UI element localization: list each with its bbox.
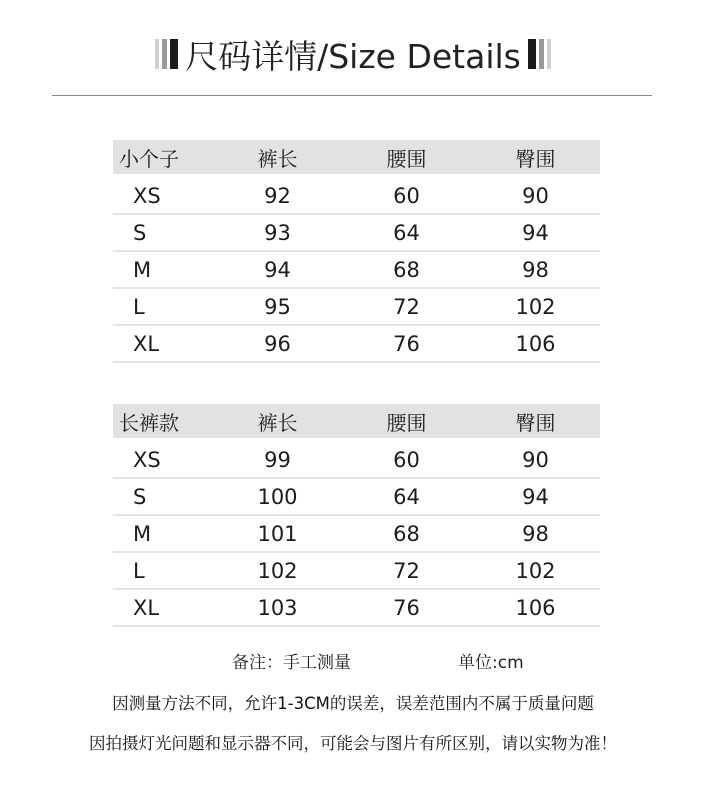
table-row	[113, 590, 600, 627]
table-row	[113, 326, 600, 363]
size-cell: S	[133, 484, 147, 509]
value-cell: 68	[393, 257, 420, 282]
measurement-note	[0, 648, 706, 672]
size-cell: L	[133, 558, 145, 583]
header-cell: 臀围	[515, 146, 556, 171]
size-cell: L	[133, 294, 145, 319]
value-cell: 99	[264, 447, 291, 472]
value-cell: 64	[393, 220, 420, 245]
size-cell: M	[133, 257, 152, 282]
page-title: 尺码详情/Size Details	[185, 36, 521, 76]
size-cell: XL	[133, 331, 160, 356]
header-cell: 臀围	[515, 410, 556, 435]
value-cell: 102	[515, 558, 556, 583]
value-cell: 76	[393, 331, 420, 356]
disclaimer-line-1: 因测量方法不同，允许1-3CM的误差，误差范围内不属于质量问题	[112, 694, 594, 713]
table-row	[113, 442, 600, 479]
table-row	[113, 516, 600, 553]
size-table-long	[113, 404, 600, 627]
size-cell: M	[133, 521, 152, 546]
table-row	[113, 479, 600, 516]
table-row	[113, 289, 600, 326]
table-row	[113, 252, 600, 289]
value-cell: 95	[264, 294, 291, 319]
value-cell: 98	[522, 521, 549, 546]
value-cell: 100	[257, 484, 298, 509]
page-header	[0, 28, 706, 80]
title-left-bars	[155, 36, 178, 72]
size-cell: XL	[133, 595, 160, 620]
unit-text: 单位:cm	[458, 653, 524, 673]
value-cell: 90	[522, 183, 549, 208]
size-cell: XS	[133, 447, 161, 472]
header-cell: 小个子	[119, 146, 179, 171]
value-cell: 60	[393, 183, 420, 208]
value-cell: 90	[522, 447, 549, 472]
header-divider	[52, 95, 652, 96]
table-row	[113, 215, 600, 252]
table-header-row	[113, 140, 600, 174]
table-row	[113, 553, 600, 590]
value-cell: 96	[264, 331, 291, 356]
value-cell: 92	[264, 183, 291, 208]
size-cell: S	[133, 220, 147, 245]
value-cell: 72	[393, 558, 420, 583]
title-right-bars	[528, 36, 551, 72]
value-cell: 106	[515, 595, 556, 620]
value-cell: 64	[393, 484, 420, 509]
header-cell: 腰围	[386, 410, 427, 435]
size-table-petite	[113, 140, 600, 363]
value-cell: 106	[515, 331, 556, 356]
value-cell: 68	[393, 521, 420, 546]
value-cell: 101	[257, 521, 298, 546]
disclaimer-line-2: 因拍摄灯光问题和显示器不同，可能会与图片有所区别，请以实物为准！	[89, 734, 617, 753]
header-cell: 长裤款	[119, 410, 179, 435]
value-cell: 102	[515, 294, 556, 319]
header-cell: 裤长	[257, 410, 298, 435]
size-cell: XS	[133, 183, 161, 208]
value-cell: 76	[393, 595, 420, 620]
value-cell: 94	[264, 257, 291, 282]
value-cell: 94	[522, 220, 549, 245]
value-cell: 102	[257, 558, 298, 583]
value-cell: 103	[257, 595, 298, 620]
value-cell: 93	[264, 220, 291, 245]
value-cell: 98	[522, 257, 549, 282]
header-cell: 裤长	[257, 146, 298, 171]
table-row	[113, 178, 600, 215]
value-cell: 72	[393, 294, 420, 319]
value-cell: 60	[393, 447, 420, 472]
header-cell: 腰围	[386, 146, 427, 171]
table-header-row	[113, 404, 600, 438]
remark-text: 备注：手工测量	[232, 653, 351, 673]
value-cell: 94	[522, 484, 549, 509]
